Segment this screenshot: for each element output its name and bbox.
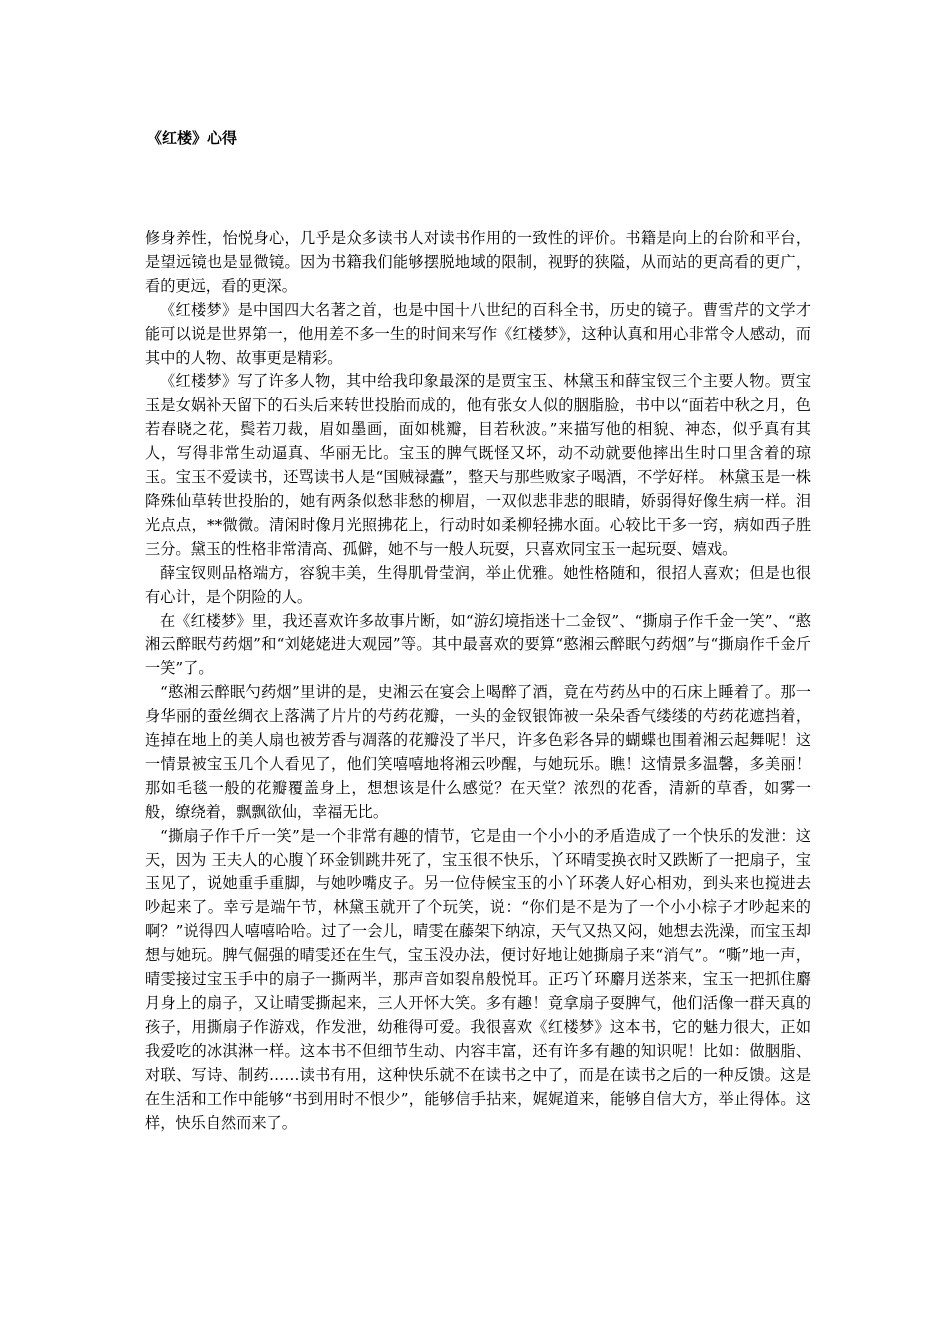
paragraph-favorite-stories: 在《红楼梦》里，我还喜欢许多故事片断，如“游幻境指迷十二金钗”、“撕扇子作千金一笑”、“憨湘云醉眠芍药烟”和“刘姥姥进大观园”等。其中最喜欢的要算“憨湘云醉眠勺药烟”与“撕扇作千金斤一笑”了。 [145,611,811,678]
paragraph-intro: 修身养性，怡悦身心，几乎是众多读书人对读书作用的一致性的评价。书籍是向上的台阶和平台，是望远镜也是显微镜。因为书籍我们能够摆脱地域的限制，视野的狭隘，从而站的更高看的更广，看的更远，看的更深。 [145,229,811,295]
paragraph-tearing-fan: “撕扇子作千斤一笑”是一个非常有趣的情节，它是由一个小小的矛盾造成了一个快乐的发泄：这天，因为 王夫人的心腹丫环金钏跳井死了，宝玉很不快乐，丫环晴雯换衣时又跌断了一把扇子，宝玉见了，说她重手重脚，与她吵嘴皮子。另一位侍候宝玉的小丫环袭人好心相劝，到头来也搅进去吵起来了。幸亏是端午节，林黛玉就开了个玩笑，说：“你们是不是为了一个小小棕子才吵起来的啊？”说得四人嘻嘻哈哈。过了一会儿，晴雯在藤架下纳凉，天气又热又闷，她想去洗澡，而宝玉却想与她玩。脾气倔强的晴雯还在生气，宝玉没办法，便讨好地让她撕扇子来“消气”。“嘶”地一声，晴雯接过宝玉手中的扇子一撕两半，那声音如裂帛般悦耳。正巧丫环麝月送茶来，宝玉一把抓住麝月身上的扇子，又让晴雯撕起来，三人开怀大笑。多有趣！竟拿扇子耍脾气，他们活像一群天真的孩子，用撕扇子作游戏，作发泄，幼稚得可爱。我很喜欢《红楼梦》这本书，它的魅力很大，正如我爱吃的冰淇淋一样。这本书不但细节生动、内容丰富，还有许多有趣的知识呢！比如：做胭脂、对联、写诗、制药……读书有用，这种快乐就不在读书之中了，而是在读书之后的一种反馈。这是在生活和工作中能够“书到用时不恨少”，能够信手拈来，娓娓道来，能够自信大方，举止得体。这样，快乐自然而来了。 [145,826,811,1132]
document-title: 《红楼》心得 [147,129,238,147]
paragraph-characters: 《红楼梦》写了许多人物，其中给我印象最深的是贾宝玉、林黛玉和薛宝钗三个主要人物。贾宝玉是女娲补天留下的石头后来转世投胎而成的，他有张女人似的胭脂脸，书中以“面若中秋之月，色若春晓之花，鬓若刀裁，眉如墨画，面如桃瓣，目若秋波。”来描写他的相貌、神态，似乎真有其人，写得非常生动逼真、华丽无比。宝玉的脾气既怪又坏，动不动就要他摔出生时口里含着的琼玉。宝玉不爱读书，还骂读书人是“国贼禄蠹”，整天与那些败家子喝酒，不学好样。 林黛玉是一株降殊仙草转世投胎的，她有两条似愁非愁的柳眉，一双似悲非悲的眼睛，娇弱得好像生病一样。泪光点点，**微微。清闲时像月光照拂花上，行动时如柔柳轻拂水面。心较比干多一窍，病如西子胜三分。黛玉的性格非常清高、孤僻，她不与一般人玩耍，只喜欢同宝玉一起玩耍、嬉戏。 [145,372,811,558]
paragraph-xiangyun: “憨湘云醉眠勺药烟”里讲的是，史湘云在宴会上喝醉了酒，竟在芍药丛中的石床上睡着了。那一身华丽的蚕丝绸衣上落满了片片的芍药花瓣，一头的金钗银饰被一朵朵香气缕缕的芍药花遮挡着，连掉在地上的美人扇也被芳香与凋落的花瓣没了半尺，许多色彩各异的蝴蝶也围着湘云起舞呢！这一情景被宝玉几个人看见了，他们笑嘻嘻地将湘云吵醒，与她玩乐。瞧！这情景多温馨，多美丽！那如毛毯一般的花瓣覆盖身上，想想该是什么感觉？在天堂？浓烈的花香，清新的草香，如雾一般，缭绕着，飘飘欲仙，幸福无比。 [145,683,811,821]
paragraph-overview: 《红楼梦》是中国四大名著之首，也是中国十八世纪的百科全书，历史的镜子。曹雪芹的文学才能可以说是世界第一，他用差不多一生的时间来写作《红楼梦》，这种认真和用心非常令人感动，而其中的人物、故事更是精彩。 [145,300,811,367]
paragraph-baochai: 薛宝钗则品格端方，容貌丰美，生得肌骨莹润，举止优雅。她性格随和，很招人喜欢；但是也很有心计，是个阴险的人。 [145,563,811,606]
document-body [145,227,811,1135]
